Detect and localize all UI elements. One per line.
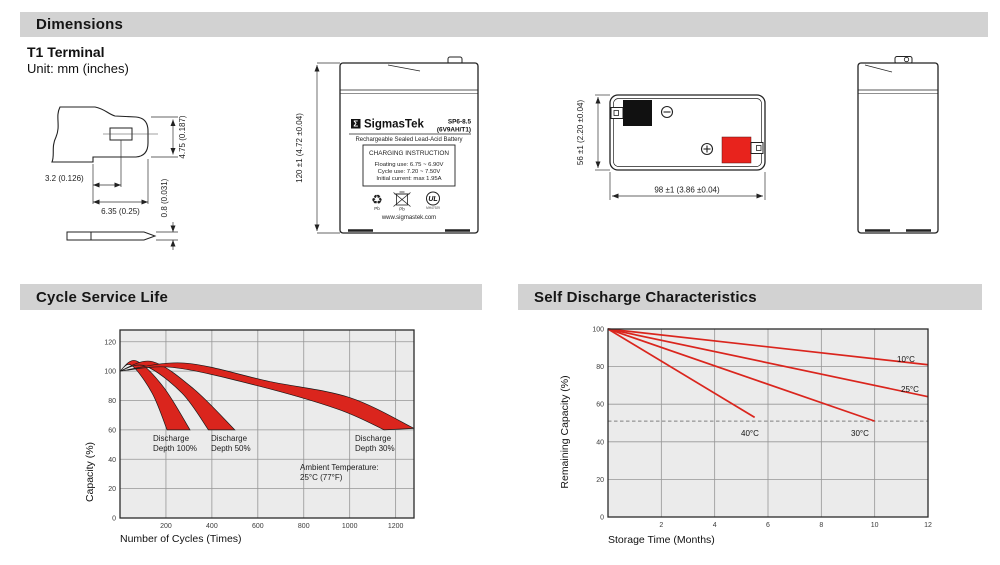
y-tick-label: 20: [108, 486, 116, 494]
x-axis-title: Storage Time (Months): [608, 534, 715, 546]
ul-mark-text: UL: [428, 196, 438, 203]
dim-thickness-label: 0.8 (0.031): [160, 178, 169, 218]
battery-top-view-drawing: [555, 85, 805, 215]
dimension-depth: [595, 95, 610, 170]
y-tick-label: 60: [108, 427, 116, 435]
dim-depth-label: 56 ±1 (2.20 ±0.04): [576, 99, 585, 166]
y-tick-label: 100: [592, 326, 604, 334]
model-spec-text: (6V9AH/T1): [436, 126, 471, 134]
weee-pb-text: Pb: [399, 206, 405, 212]
battery-type-text: Rechargeable Sealed Lead-Acid Battery: [355, 137, 463, 143]
y-tick-label: 40: [596, 439, 604, 447]
y-tick-label: 80: [108, 398, 116, 405]
x-tick-label: 2: [659, 522, 664, 529]
brand-text: SigmasTek: [364, 118, 424, 131]
x-tick-label: 1200: [387, 523, 404, 530]
dimension-tab-length: [93, 159, 148, 204]
dim-width-label: 98 ±1 (3.86 ±0.04): [654, 185, 720, 195]
self-discharge-chart: [545, 320, 985, 560]
section-header-dimensions: [20, 12, 988, 37]
y-tick-label: 120: [104, 339, 116, 347]
x-tick-label: 12: [924, 522, 932, 529]
charging-line-2: Cycle use: 7.20 ~ 7.50V: [377, 169, 441, 175]
y-axis-title: Capacity (%): [84, 441, 96, 503]
dim-hole-offset-label: 3.2 (0.126): [45, 174, 84, 183]
positive-terminal-block: [722, 137, 751, 163]
y-tick-label: 20: [596, 476, 604, 484]
chart-annotation: Discharge Depth 30%: [355, 434, 395, 453]
section-title-cycle: Cycle Service Life: [36, 288, 169, 306]
x-tick-label: 10: [870, 522, 879, 529]
x-tick-label: 200: [160, 523, 172, 530]
series-label: 25°C: [901, 385, 919, 394]
terminal-tab-outline: [52, 107, 148, 162]
dim-tab-height-label: 4.75 (0.187): [178, 115, 187, 159]
x-tick-label: 4: [712, 522, 717, 529]
section-header-self-discharge: [518, 284, 982, 310]
charging-title: CHARGING INSTRUCTION: [369, 150, 449, 157]
terminal-blade-side-view: [67, 232, 155, 240]
plot-background: [120, 330, 414, 518]
series-label: 10°C: [897, 355, 915, 364]
charging-line-3: Initial current: max 1.95A: [376, 176, 442, 182]
x-axis-title: Number of Cycles (Times): [120, 533, 242, 545]
subtitle-t1-terminal: T1 Terminal: [27, 44, 105, 60]
x-tick-label: 8: [819, 522, 824, 529]
series-label: 40°C: [741, 429, 759, 438]
chart-annotation: Ambient Temperature: 25°C (77°F): [300, 463, 379, 482]
y-tick-label: 80: [596, 364, 604, 372]
dim-height-label: 120 ±1 (4.72 ±0.04): [295, 113, 304, 183]
terminal-detail-drawing: [25, 85, 260, 265]
dim-tab-length-label: 6.35 (0.25): [101, 207, 140, 216]
y-tick-label: 40: [108, 456, 116, 464]
battery-front-view-drawing: [285, 52, 495, 244]
battery-side-view-drawing: [845, 48, 970, 248]
y-tick-label: 60: [596, 401, 604, 409]
x-tick-label: 6: [766, 522, 770, 529]
chart-annotation: Discharge Depth 50%: [211, 434, 251, 453]
section-header-cycle-service-life: [20, 284, 482, 310]
negative-terminal-block: [623, 100, 652, 126]
website-text: www.sigmastek.com: [381, 215, 437, 221]
chart-annotation: Discharge Depth 100%: [153, 434, 198, 453]
y-tick-label: 0: [600, 514, 604, 522]
y-tick-label: 0: [112, 515, 116, 523]
dimension-height: [317, 63, 340, 233]
x-tick-label: 600: [251, 523, 264, 530]
recycle-pb-text: Pb: [374, 206, 380, 211]
x-tick-label: 800: [297, 523, 310, 530]
unit-note: Unit: mm (inches): [27, 61, 129, 76]
y-axis-title: Remaining Capacity (%): [559, 375, 571, 489]
dimension-tab-height: [151, 117, 178, 157]
recycle-icon: ♻: [371, 192, 383, 207]
dimension-thickness: [156, 222, 178, 250]
x-tick-label: 1000: [341, 523, 358, 530]
side-view-outline: [858, 57, 938, 234]
model-text: SP6-8.5: [447, 118, 471, 126]
sigma-logo-glyph: Σ: [353, 119, 359, 129]
section-title-self-discharge: Self Discharge Characteristics: [534, 288, 757, 306]
series-label: 30°C: [851, 429, 869, 438]
x-tick-label: 400: [206, 523, 218, 530]
y-tick-label: 100: [104, 368, 116, 376]
charging-line-1: Floating use: 6.75 ~ 6.90V: [374, 162, 444, 168]
ul-number-text: MH47929: [426, 206, 440, 210]
section-title-dimensions: Dimensions: [36, 16, 124, 33]
cycle-service-life-chart: [58, 320, 473, 560]
